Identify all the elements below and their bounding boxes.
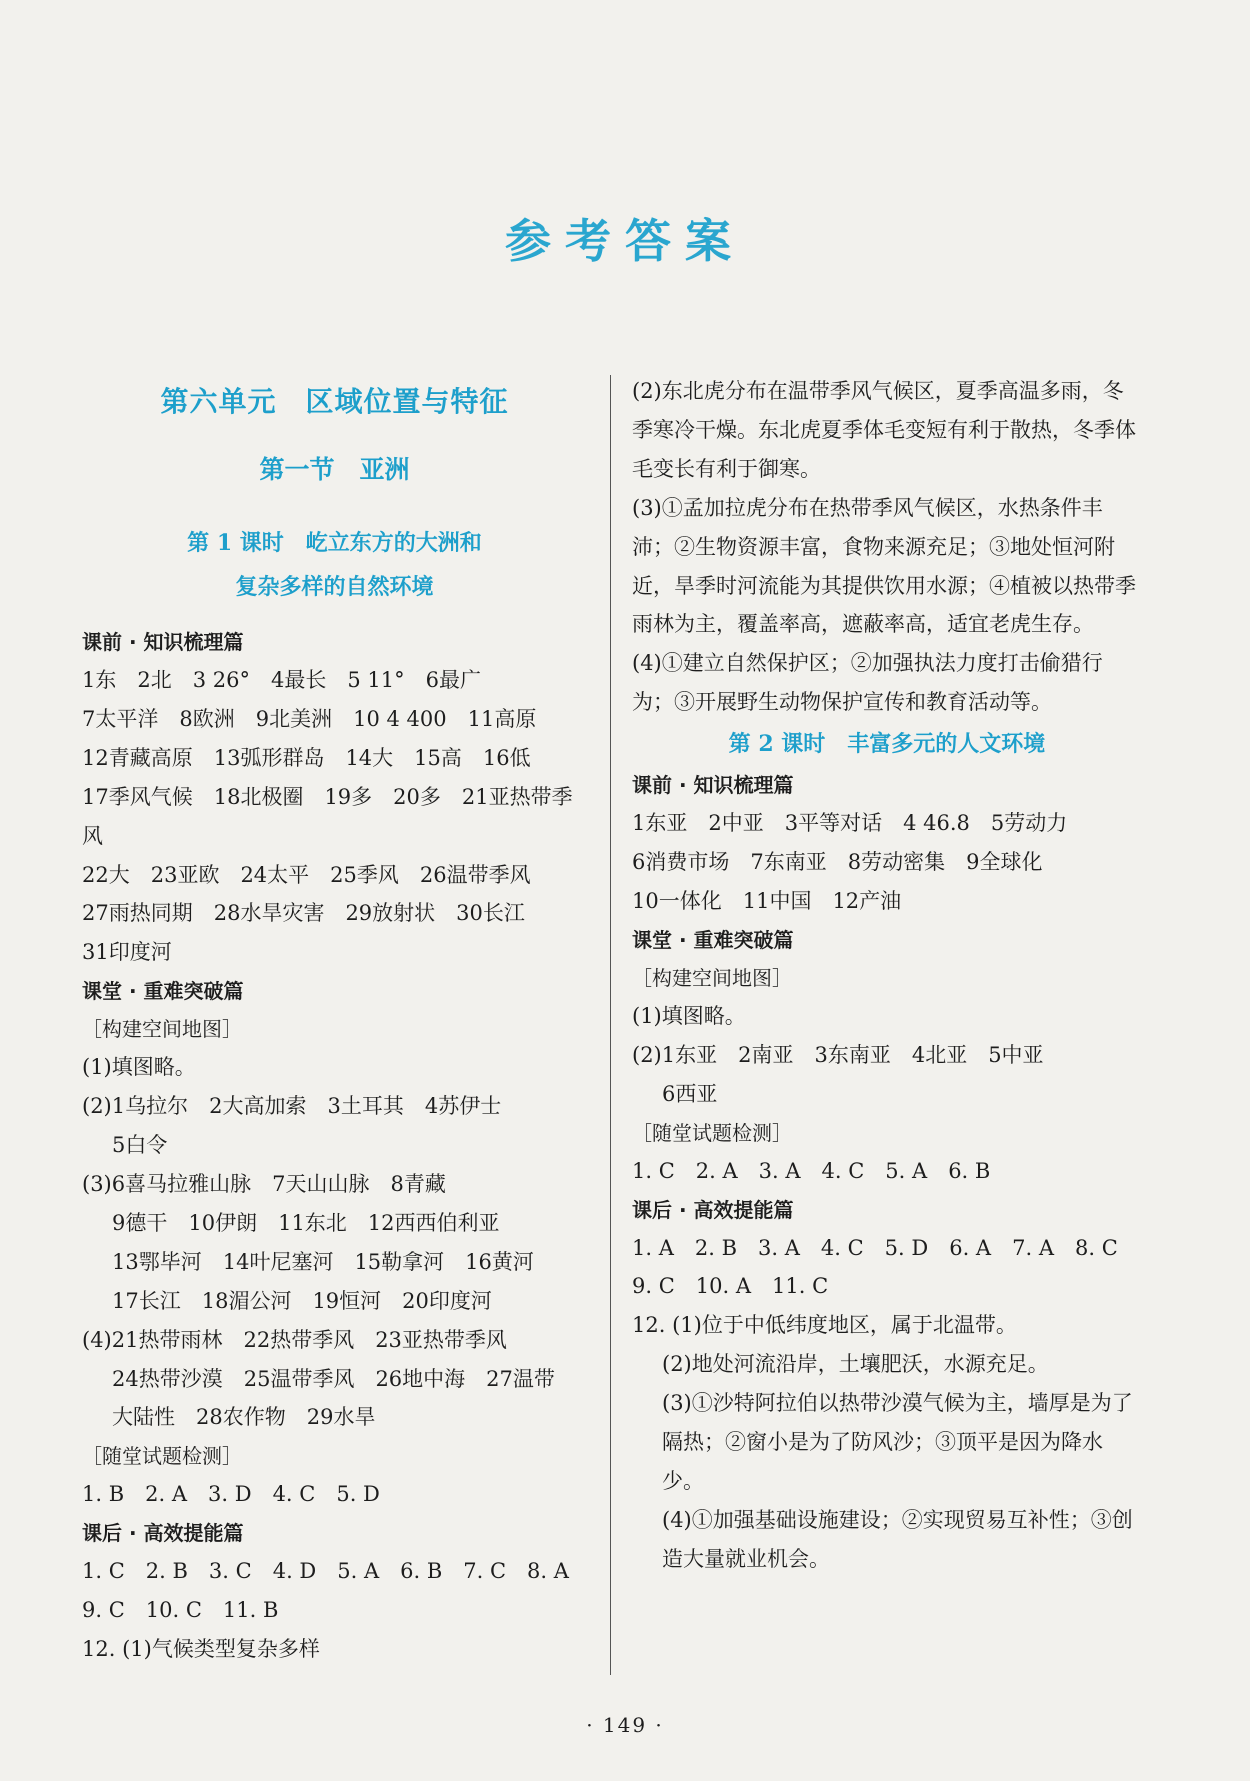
box-heading-map: ［构建空间地图］ <box>82 1017 242 1042</box>
answer-line: 9. C 10. A 11. C <box>632 1274 829 1299</box>
answer-paragraph: (4)①建立自然保护区；②加强执法力度打击偷猎行为；③开展野生动物保护宣传和教育活动等。 <box>632 651 1103 715</box>
left-column <box>82 380 587 1669</box>
part-heading-before-class: 课前 · 知识梳理篇 <box>632 773 794 798</box>
answer-line: 12. (1)位于中低纬度地区，属于北温带。 <box>632 1313 1017 1338</box>
answer-line: 31印度河 <box>82 940 172 965</box>
part-heading-in-class: 课堂 · 重难突破篇 <box>82 979 244 1004</box>
lesson-title-line-1: 第 1 课时 屹立东方的大洲和 <box>187 530 482 556</box>
answer-line: 7太平洋 8欧洲 9北美洲 10 4 400 11高原 <box>82 706 537 731</box>
lesson-2-title: 第 2 课时 丰富多元的人文环境 <box>728 731 1046 758</box>
answer-line: 10一体化 11中国 12产油 <box>632 888 902 913</box>
answer-line: 5白令 <box>112 1133 168 1158</box>
answer-line: 22大 23亚欧 24太平 25季风 26温带季风 <box>82 862 531 887</box>
answer-line: 1东亚 2中亚 3平等对话 4 46.8 5劳动力 <box>632 811 1068 836</box>
answer-line: (3)6喜马拉雅山脉 7天山山脉 8青藏 <box>82 1171 446 1196</box>
answer-line: 1. A 2. B 3. A 4. C 5. D 6. A 7. A 8. C <box>632 1235 1118 1260</box>
answer-line: 9德干 10伊朗 11东北 12西西伯利亚 <box>112 1210 500 1235</box>
answer-line: (1)填图略。 <box>632 1003 746 1028</box>
lesson-title-line-2: 复杂多样的自然环境 <box>235 574 434 600</box>
box-heading-test: ［随堂试题检测］ <box>82 1444 242 1469</box>
unit-title: 第六单元 区域位置与特征 <box>160 385 509 418</box>
answer-line: 24热带沙漠 25温带季风 26地中海 27温带 <box>112 1366 555 1391</box>
answer-paragraph: (3)①孟加拉虎分布在热带季风气候区，水热条件丰沛；②生物资源丰富，食物来源充足；③地处恒河附近，旱季时河流能为其提供饮用水源；④植被以热带季雨林为主，覆盖率高，遮蔽率高，适宜老虎生存。 <box>632 495 1136 637</box>
answer-line: (2)1乌拉尔 2大高加索 3土耳其 4苏伊士 <box>82 1094 502 1119</box>
column-divider <box>610 375 611 1675</box>
answer-line: 6消费市场 7东南亚 8劳动密集 9全球化 <box>632 850 1043 875</box>
answer-line: 12青藏高原 13弧形群岛 14大 15高 16低 <box>82 745 531 770</box>
part-heading-in-class: 课堂 · 重难突破篇 <box>632 927 794 952</box>
box-heading-test: ［随堂试题检测］ <box>632 1120 792 1145</box>
test-answers: 1. B 2. A 3. D 4. C 5. D <box>82 1482 380 1507</box>
answer-line: 大陆性 28农作物 29水旱 <box>112 1405 376 1430</box>
answer-line: 13鄂毕河 14叶尼塞河 15勒拿河 16黄河 <box>112 1249 534 1274</box>
test-answers: 1. C 2. A 3. A 4. C 5. A 6. B <box>632 1158 991 1183</box>
right-column <box>632 372 1142 1579</box>
section-title: 第一节 亚洲 <box>259 455 410 484</box>
answer-line: 1. C 2. B 3. C 4. D 5. A 6. B 7. C 8. A <box>82 1559 569 1584</box>
page-number: · 149 · <box>586 1713 664 1737</box>
part-heading-before-class: 课前 · 知识梳理篇 <box>82 630 244 654</box>
answer-line: 17长江 18湄公河 19恒河 20印度河 <box>112 1288 492 1313</box>
knowledge-answers <box>82 661 587 972</box>
answer-paragraph: (2)东北虎分布在温带季风气候区，夏季高温多雨，冬季寒冷干燥。东北虎夏季体毛变短有利于散热，冬季体毛变长有利于御寒。 <box>632 379 1136 481</box>
answer-paragraph: (4)①加强基础设施建设；②实现贸易互补性；③创造大量就业机会。 <box>662 1507 1133 1571</box>
part-heading-after-class: 课后 · 高效提能篇 <box>82 1521 244 1546</box>
answer-line: (4)21热带雨林 22热带季风 23亚热带季风 <box>82 1327 507 1352</box>
answer-line: 17季风气候 18北极圈 19多 20多 21亚热带季风 <box>82 784 573 848</box>
answer-line: (1)填图略。 <box>82 1055 196 1080</box>
answer-paragraph: (2)地处河流沿岸，土壤肥沃，水源充足。 <box>662 1352 1049 1377</box>
answer-paragraph: (3)①沙特阿拉伯以热带沙漠气候为主，墙厚是为了隔热；②窗小是为了防风沙；③顶平是因为降水少。 <box>662 1391 1133 1493</box>
box-heading-map: ［构建空间地图］ <box>632 965 792 990</box>
map-answers <box>82 1048 587 1437</box>
answer-line: 9. C 10. C 11. B <box>82 1598 279 1623</box>
answer-line: 1东 2北 3 26° 4最长 5 11° 6最广 <box>82 668 481 692</box>
answer-line: (2)1东亚 2南亚 3东南亚 4北亚 5中亚 <box>632 1042 1044 1067</box>
page-title: 参考答案 <box>505 214 745 268</box>
answer-line: 27雨热同期 28水旱灾害 29放射状 30长江 <box>82 901 525 926</box>
answer-line: 12. (1)气候类型复杂多样 <box>82 1637 320 1662</box>
answer-line: 6西亚 <box>662 1081 718 1106</box>
part-heading-after-class: 课后 · 高效提能篇 <box>632 1197 794 1222</box>
